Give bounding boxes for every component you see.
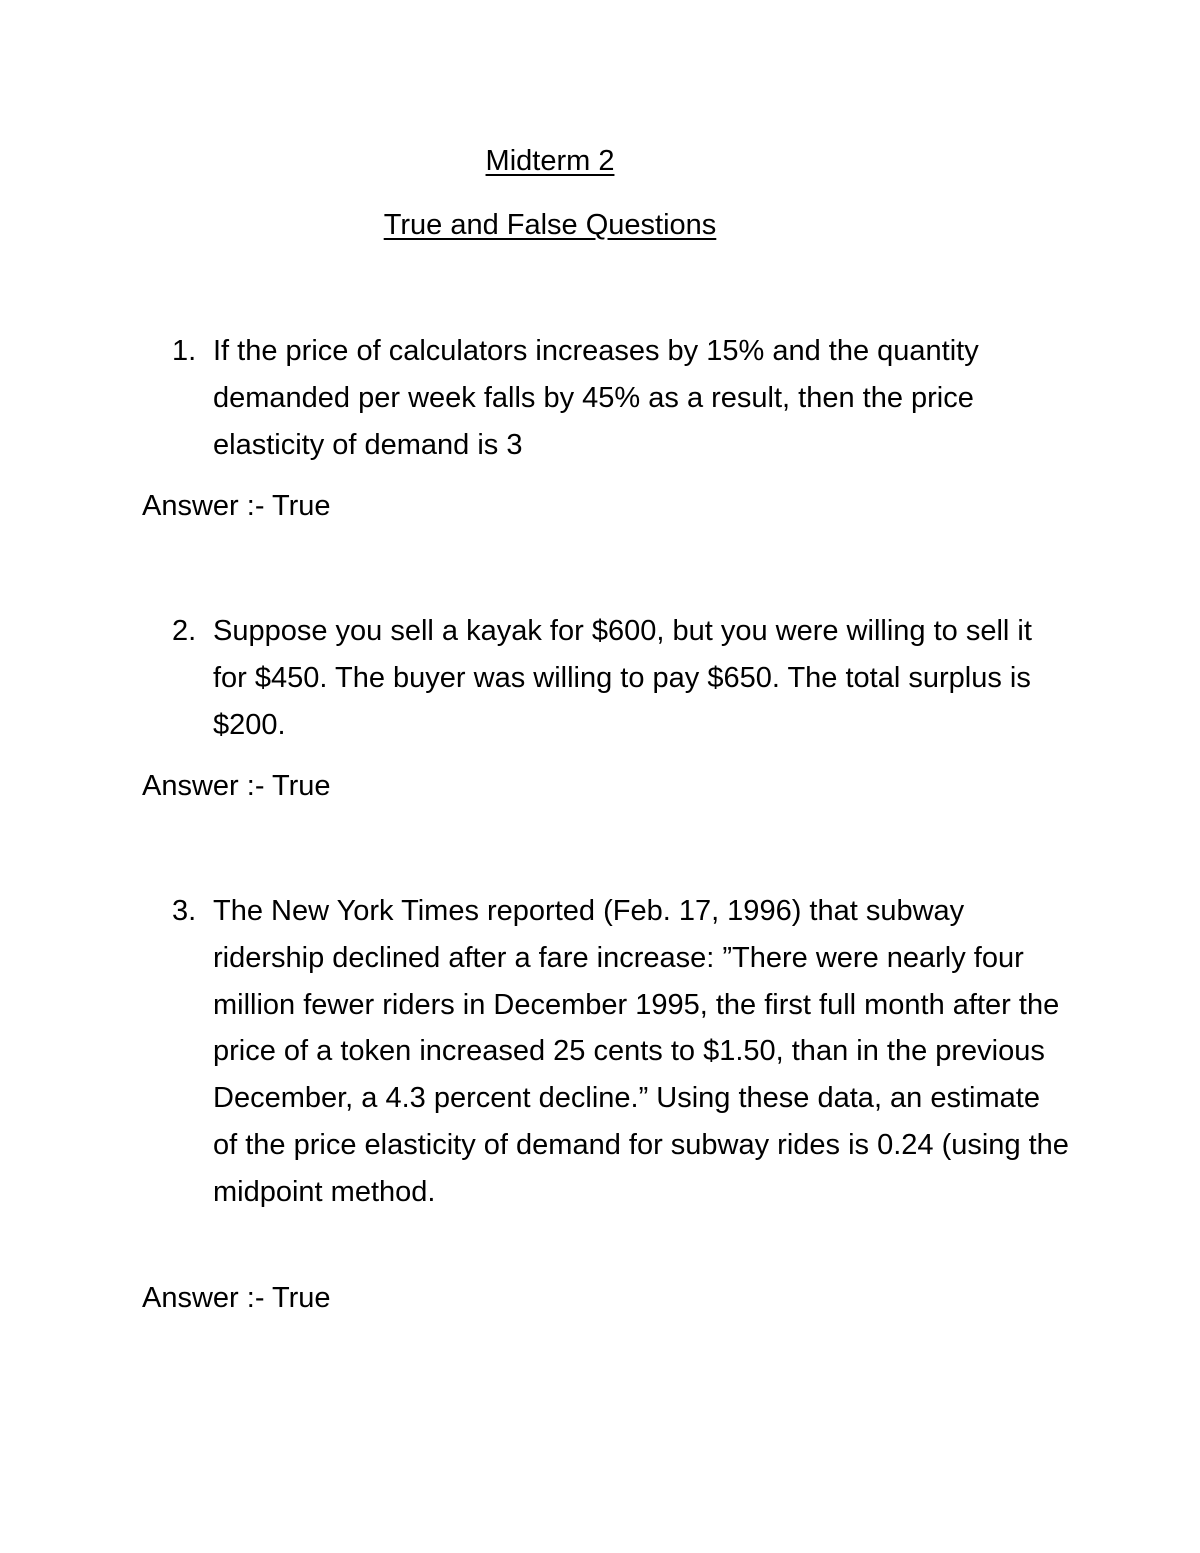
question-item [172, 608, 1072, 748]
question-text: Suppose you sell a kayak for $600, but you were willing to sell it for $450. The buyer was willing to pay $650. The total surplus is $200. [213, 615, 1032, 741]
answer-text: Answer :- True [142, 490, 331, 522]
question-number: 2. [172, 615, 197, 647]
question-item [172, 328, 1072, 468]
question-text: If the price of calculators increases by 15% and the quantity demanded per week falls by 45% as a result, then the price elasticity of demand is 3 [213, 335, 979, 461]
document-title: Midterm 2 [485, 145, 615, 177]
question-item [172, 888, 1072, 1216]
answer-text: Answer :- True [142, 1282, 331, 1314]
question-number: 1. [172, 335, 197, 367]
question-number: 3. [172, 895, 197, 927]
answer-text: Answer :- True [142, 770, 331, 802]
document-subtitle: True and False Questions [383, 209, 717, 241]
question-text: The New York Times reported (Feb. 17, 1996) that subway ridership declined after a fare increase: ”There were nearly four million fewer riders in December 1995, the first full month after the price of a token increased 25 cents to $1.50, than in the previous December, a 4.3 percent decline.” Using these data, an estimate of the price elasticity of demand for subway rides is 0.24 (using the midpoint method. [213, 895, 1069, 1208]
